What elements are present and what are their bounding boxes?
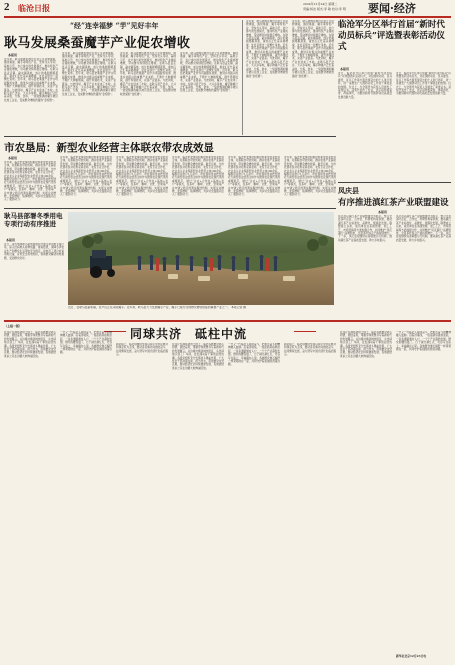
article-headline: 耿马县部署冬季用电专项行动有序推进 — [4, 212, 63, 228]
article-footer-note: 新华社北京12月23日电 — [396, 654, 427, 658]
article-body-col-4: 近年来，临沧市农垦局积极培育新型农业经营主体，完善联农带农机制，推动农垦产业高质量发展，带动群众增收致富。截至目前，全市农垦系统共培育家庭农场、农民专业合作社、农业龙头企业等新型农业经营主体100余家，辐射带动农户1万余户。市农垦局坚持把发展壮大新型农业经营主体作为推进农业现代化的重要抓手，通过“企业+合作社+基地+农户”等模式，在茶叶、咖啡、甘蔗、坚果等产业中建立稳定的利益联结机制，实现企业增效、农民增收、集体增利，为乡村全面振兴注入了强劲动力。 — [172, 156, 224, 197]
article-byline: 本报讯 — [340, 67, 350, 71]
article-body-col-2: 近日，临沧军分区举行首届“新时代动员标兵”评选暨表彰活动仪式，对在国防动员、民兵建设、征兵工作等方面表现突出的个人进行表彰，进一步激发广大国防动员工作者干事创业的热情。仪式上，与会领导为获奖人员颁发了荣誉证书。获奖代表作了发言，表示将珍惜荣誉、再接再厉，为推进新时代国防动员高质量发展贡献力量。 — [396, 72, 451, 96]
masthead-logo: 临沧日报 — [18, 3, 50, 13]
article-fengqing-tea — [338, 186, 451, 314]
photo-caption: 近日，在耿马县勐永镇，农户们正在采收魔芋。近年来，耿马县大力发展魔芋产业，魔芋已成为当地群众增收致富的重要产业之一。 本报记者 摄 — [68, 306, 246, 309]
article-body-col-2: 一代又一代临沧人接续奋斗，把艰苦奋斗的精神融入血脉。沿着边境线，一座座新房拔地而起，一条条道路通村入户，一个个产业蓬勃发展。群众的腰包鼓了，日子越过越红火，笑容写在脸上，幸福藏在心里。各族群众像石榴籽一样紧紧抱在一起，共同守护着祖国的西南边疆。 — [60, 331, 112, 355]
headline-ornament-right — [294, 331, 316, 332]
article-body-col-5: 一代又一代临沧人接续奋斗，把艰苦奋斗的精神融入血脉。沿着边境线，一座座新房拔地而起，一条条道路通村入户，一个个产业蓬勃发展。群众的腰包鼓了，日子越过越红火，笑容写在脸上，幸福藏在心里。各族群众像石榴籽一样紧紧抱在一起，共同守护着祖国的西南边疆。 — [228, 343, 280, 367]
article-lead-label: （上接一版） — [4, 324, 23, 328]
page-header — [0, 0, 455, 16]
article-body-col-6: 近年来，临沧市农垦局积极培育新型农业经营主体，完善联农带农机制，推动农垦产业高质量发展，带动群众增收致富。截至目前，全市农垦系统共培育家庭农场、农民专业合作社、农业龙头企业等新型农业经营主体100余家，辐射带动农户1万余户。市农垦局坚持把发展壮大新型农业经营主体作为推进农业现代化的重要抓手，通过“企业+合作社+基地+农户”等模式，在茶叶、咖啡、甘蔗、坚果等产业中建立稳定的利益联结机制，实现企业增效、农民增收、集体增利，为乡村全面振兴注入了强劲动力。 — [284, 156, 336, 197]
article-body-col-3: 近年来，耿马傣族佤族自治县立足资源禀赋，围绕桑蚕、魔芋等特色产业，坚持龙头带动、基地示范、农户参与的发展模式，推动特色产业提质增效，带动群众持续稳定增收。在耿马县孟定镇、勐永镇等地，成片的桑园郁郁葱葱，蚕农们正忙着采桑喂蚕，处处呈现出一派繁忙景象。近年来，耿马县把桑蚕产业作为巩固脱贫成果、推进乡村振兴的重要产业来抓，不断扩大种植规模，提升养殖技术，完善产业链条。与此同时，魔芋产业也迎来了丰收。在耿马县芒洪乡、大兴乡等地，魔芋种植户正忙着采收、分拣、装车，一袋袋饱满的魔芋被运往加工企业，变成群众增收致富的“金疙瘩”。 — [120, 52, 176, 96]
editor-line: 责编:杨洁 版式:李 敏 校对:李 明 — [303, 7, 346, 11]
article-body-col-6: 新征程上，临沧将继续坚持以铸牢中华民族共同体意识为主线，推动各民族共同团结奋斗、共同繁荣发展，奋力谱写中国式现代化临沧篇章。 — [284, 343, 336, 357]
article-body-col-5: 近年来，临沧市农垦局积极培育新型农业经营主体，完善联农带农机制，推动农垦产业高质量发展，带动群众增收致富。截至目前，全市农垦系统共培育家庭农场、农民专业合作社、农业龙头企业等新型农业经营主体100余家，辐射带动农户1万余户。市农垦局坚持把发展壮大新型农业经营主体作为推进农业现代化的重要抓手，通过“企业+合作社+基地+农户”等模式，在茶叶、咖啡、甘蔗、坚果等产业中建立稳定的利益联结机制，实现企业增效、农民增收、集体增利，为乡村全面振兴注入了强劲动力。 — [228, 156, 280, 197]
article-headline: 市农垦局：新型农业经营主体联农带农成效显 — [4, 142, 214, 154]
article-farm-bureau — [4, 140, 336, 206]
article-headline: 临沧军分区举行首届“新时代动员标兵”评选暨表彰活动仪式 — [338, 20, 445, 52]
article-body-col-3: 近年来，临沧市农垦局积极培育新型农业经营主体，完善联农带农机制，推动农垦产业高质量发展，带动群众增收致富。截至目前，全市农垦系统共培育家庭农场、农民专业合作社、农业龙头企业等新型农业经营主体100余家，辐射带动农户1万余户。市农垦局坚持把发展壮大新型农业经营主体作为推进农业现代化的重要抓手，通过“企业+合作社+基地+农户”等模式，在茶叶、咖啡、甘蔗、坚果等产业中建立稳定的利益联结机制，实现企业增效、农民增收、集体增利，为乡村全面振兴注入了强劲动力。 — [116, 156, 168, 197]
article-byline: 本报讯 — [8, 156, 18, 160]
article-body-col-1: 近年来，临沧市农垦局积极培育新型农业经营主体，完善联农带农机制，推动农垦产业高质量发展，带动群众增收致富。截至目前，全市农垦系统共培育家庭农场、农民专业合作社、农业龙头企业等新型农业经营主体100余家，辐射带动农户1万余户。市农垦局坚持把发展壮大新型农业经营主体作为推进农业现代化的重要抓手，通过“企业+合作社+基地+农户”等模式，在茶叶、咖啡、甘蔗、坚果等产业中建立稳定的利益联结机制，实现企业增效、农民增收、集体增利，为乡村全面振兴注入了强劲动力。 — [4, 161, 56, 202]
article-body: 近日，南方电网耿马供电局组织开展冬季用电专项行动，深入田间地头检修线路、排查隐患，保障冬季农业生产和群众生活用电安全稳定。供电员工逐户检查用电设备，宣传安全用电知识，帮助群众解决用电难题，受到群众好评。 — [4, 243, 64, 260]
section-divider — [338, 182, 451, 183]
article-headline: 有序推进滇红茶产业联盟建设 — [338, 198, 449, 208]
date-line: 2024年12月24日 星期二 — [303, 2, 338, 6]
article-body-col-2: 近年来，耿马傣族佤族自治县立足资源禀赋，围绕桑蚕、魔芋等特色产业，坚持龙头带动、基地示范、农户参与的发展模式，推动特色产业提质增效，带动群众持续稳定增收。在耿马县孟定镇、勐永镇等地，成片的桑园郁郁葱葱，蚕农们正忙着采桑喂蚕，处处呈现出一派繁忙景象。近年来，耿马县把桑蚕产业作为巩固脱贫成果、推进乡村振兴的重要产业来抓，不断扩大种植规模，提升养殖技术，完善产业链条。与此同时，魔芋产业也迎来了丰收。在耿马县芒洪乡、大兴乡等地，魔芋种植户正忙着采收、分拣、装车，一袋袋饱满的魔芋被运往加工企业，变成群众增收致富的“金疙瘩”。 — [62, 52, 116, 96]
article-power-supply — [4, 212, 64, 318]
header-rule — [4, 16, 451, 18]
article-byline: 本报讯 — [378, 210, 388, 214]
article-solidarity — [4, 323, 451, 661]
article-body-col-2: 近年来，临沧市农垦局积极培育新型农业经营主体，完善联农带农机制，推动农垦产业高质量发展，带动群众增收致富。截至目前，全市农垦系统共培育家庭农场、农民专业合作社、农业龙头企业等新型农业经营主体100余家，辐射带动农户1万余户。市农垦局坚持把发展壮大新型农业经营主体作为推进农业现代化的重要抓手，通过“企业+合作社+基地+农户”等模式，在茶叶、咖啡、甘蔗、坚果等产业中建立稳定的利益联结机制，实现企业增效、农民增收、集体增利，为乡村全面振兴注入了强劲动力。 — [60, 156, 112, 197]
article-body-col-2: 凤庆县以滇红茶产业联盟建设为抓手，整合全县茶叶企业、合作社、科研机构等资源，推动滇红茶产业标准化、品牌化、规模化发展。联盟成立以来，成员单位在茶园管理、加工工艺、市场营销等方面加强合作，共同维护“凤庆滇红”品牌形象，全县茶叶综合产值持续增长。下一步，凤庆县将继续完善联盟运行机制，推动滇红茶产业高质量发展，助力乡村振兴。 — [396, 215, 451, 242]
article-headline: 耿马发展桑蚕魔芋产业促农增收 — [4, 36, 191, 51]
article-body-col-4: 近年来，耿马傣族佤族自治县立足资源禀赋，围绕桑蚕、魔芋等特色产业，坚持龙头带动、基地示范、农户参与的发展模式，推动特色产业提质增效，带动群众持续稳定增收。在耿马县孟定镇、勐永镇等地，成片的桑园郁郁葱葱，蚕农们正忙着采桑喂蚕，处处呈现出一派繁忙景象。近年来，耿马县把桑蚕产业作为巩固脱贫成果、推进乡村振兴的重要产业来抓，不断扩大种植规模，提升养殖技术，完善产业链条。与此同时，魔芋产业也迎来了丰收。在耿马县芒洪乡、大兴乡等地，魔芋种植户正忙着采收、分拣、装车，一袋袋饱满的魔芋被运往加工企业，变成群众增收致富的“金疙瘩”。 — [180, 52, 238, 93]
article-headline: 同球共济 砥柱中流 — [130, 327, 248, 341]
article-body-col-1: 近年来，耿马傣族佤族自治县立足资源禀赋，围绕桑蚕、魔芋等特色产业，坚持龙头带动、基地示范、农户参与的发展模式，推动特色产业提质增效，带动群众持续稳定增收。在耿马县孟定镇、勐永镇等地，成片的桑园郁郁葱葱，蚕农们正忙着采桑喂蚕，处处呈现出一派繁忙景象。近年来，耿马县把桑蚕产业作为巩固脱贫成果、推进乡村振兴的重要产业来抓，不断扩大种植规模，提升养殖技术，完善产业链条。与此同时，魔芋产业也迎来了丰收。在耿马县芒洪乡、大兴乡等地，魔芋种植户正忙着采收、分拣、装车，一袋袋饱满的魔芋被运往加工企业，变成群众增收致富的“金疙瘩”。 — [4, 58, 58, 102]
section-title: 要闻·经济 — [368, 2, 416, 15]
article-military — [338, 20, 451, 180]
article-body-col-5: 近年来，耿马傣族佤族自治县立足资源禀赋，围绕桑蚕、魔芋等特色产业，坚持龙头带动、基地示范、农户参与的发展模式，推动特色产业提质增效，带动群众持续稳定增收。在耿马县孟定镇、勐永镇等地，成片的桑园郁郁葱葱，蚕农们正忙着采桑喂蚕，处处呈现出一派繁忙景象。近年来，耿马县把桑蚕产业作为巩固脱贫成果、推进乡村振兴的重要产业来抓，不断扩大种植规模，提升养殖技术，完善产业链条。与此同时，魔芋产业也迎来了丰收。在耿马县芒洪乡、大兴乡等地，魔芋种植户正忙着采收、分拣、装车，一袋袋饱满的魔芋被运往加工企业，变成群众增收致富的“金疙瘩”。 — [246, 20, 288, 78]
article-body-col-3: 新征程上，临沧将继续坚持以铸牢中华民族共同体意识为主线，推动各民族共同团结奋斗、共同繁荣发展，奋力谱写中国式现代化临沧篇章。 — [116, 343, 168, 357]
article-body-col-4: 在这片充满希望的土地上，临沧各族群众同心同德、团结奋进，用勤劳和智慧书写着新时代的发展篇章。从边境村寨到城市街区，从田间地头到工厂车间，处处涌动着干事创业的热潮。各级党组织充分发挥战斗堡垒作用，广大党员干部冲锋在前、担当作为，带领群众攻坚克难，推动经济社会持续健康发展，民族团结进步之花在边疆大地绚丽绽放。 — [172, 343, 224, 370]
article-sericulture-cont — [246, 20, 334, 135]
article-sericulture — [4, 20, 240, 130]
article-body-col-1: 近日，临沧军分区举行首届“新时代动员标兵”评选暨表彰活动仪式，对在国防动员、民兵建设、征兵工作等方面表现突出的个人进行表彰，进一步激发广大国防动员工作者干事创业的热情。仪式上，与会领导为获奖人员颁发了荣誉证书。获奖代表作了发言，表示将珍惜荣誉、再接再厉，为推进新时代国防动员高质量发展贡献力量。 — [338, 72, 392, 99]
article-body-col-7: 在这片充满希望的土地上，临沧各族群众同心同德、团结奋进，用勤劳和智慧书写着新时代的发展篇章。从边境村寨到城市街区，从田间地头到工厂车间，处处涌动着干事创业的热潮。各级党组织充分发挥战斗堡垒作用，广大党员干部冲锋在前、担当作为，带领群众攻坚克难，推动经济社会持续健康发展，民族团结进步之花在边疆大地绚丽绽放。 — [340, 331, 392, 358]
article-body-col-6: 近年来，耿马傣族佤族自治县立足资源禀赋，围绕桑蚕、魔芋等特色产业，坚持龙头带动、基地示范、农户参与的发展模式，推动特色产业提质增效，带动群众持续稳定增收。在耿马县孟定镇、勐永镇等地，成片的桑园郁郁葱葱，蚕农们正忙着采桑喂蚕，处处呈现出一派繁忙景象。近年来，耿马县把桑蚕产业作为巩固脱贫成果、推进乡村振兴的重要产业来抓，不断扩大种植规模，提升养殖技术，完善产业链条。与此同时，魔芋产业也迎来了丰收。在耿马县芒洪乡、大兴乡等地，魔芋种植户正忙着采收、分拣、装车，一袋袋饱满的魔芋被运往加工企业，变成群众增收致富的“金疙瘩”。 — [292, 20, 334, 78]
article-body-col-8: 一代又一代临沧人接续奋斗，把艰苦奋斗的精神融入血脉。沿着边境线，一座座新房拔地而起，一条条道路通村入户，一个个产业蓬勃发展。群众的腰包鼓了，日子越过越红火，笑容写在脸上，幸福藏在心里。各族群众像石榴籽一样紧紧抱在一起，共同守护着祖国的西南边疆。 — [396, 331, 451, 352]
section-divider — [4, 136, 336, 137]
section-divider — [4, 208, 336, 209]
article-kicker: “经”连幸福梦 “芋”见好丰年 — [70, 21, 159, 30]
article-headline-prefix: 凤庆县 — [338, 186, 359, 195]
article-byline: 本报讯 — [6, 238, 16, 242]
page-number: 2 — [4, 1, 10, 13]
column-divider — [242, 20, 243, 135]
bottom-rule — [4, 320, 451, 322]
article-body-col-1: 在这片充满希望的土地上，临沧各族群众同心同德、团结奋进，用勤劳和智慧书写着新时代的发展篇章。从边境村寨到城市街区，从田间地头到工厂车间，处处涌动着干事创业的热潮。各级党组织充分发挥战斗堡垒作用，广大党员干部冲锋在前、担当作为，带领群众攻坚克难，推动经济社会持续健康发展，民族团结进步之花在边疆大地绚丽绽放。 — [4, 331, 56, 358]
article-byline: 本报讯 — [8, 53, 18, 57]
article-body-col-1: 凤庆县以滇红茶产业联盟建设为抓手，整合全县茶叶企业、合作社、科研机构等资源，推动滇红茶产业标准化、品牌化、规模化发展。联盟成立以来，成员单位在茶园管理、加工工艺、市场营销等方面加强合作，共同维护“凤庆滇红”品牌形象，全县茶叶综合产值持续增长。下一步，凤庆县将继续完善联盟运行机制，推动滇红茶产业高质量发展，助力乡村振兴。 — [338, 215, 392, 242]
news-photo — [68, 212, 334, 305]
